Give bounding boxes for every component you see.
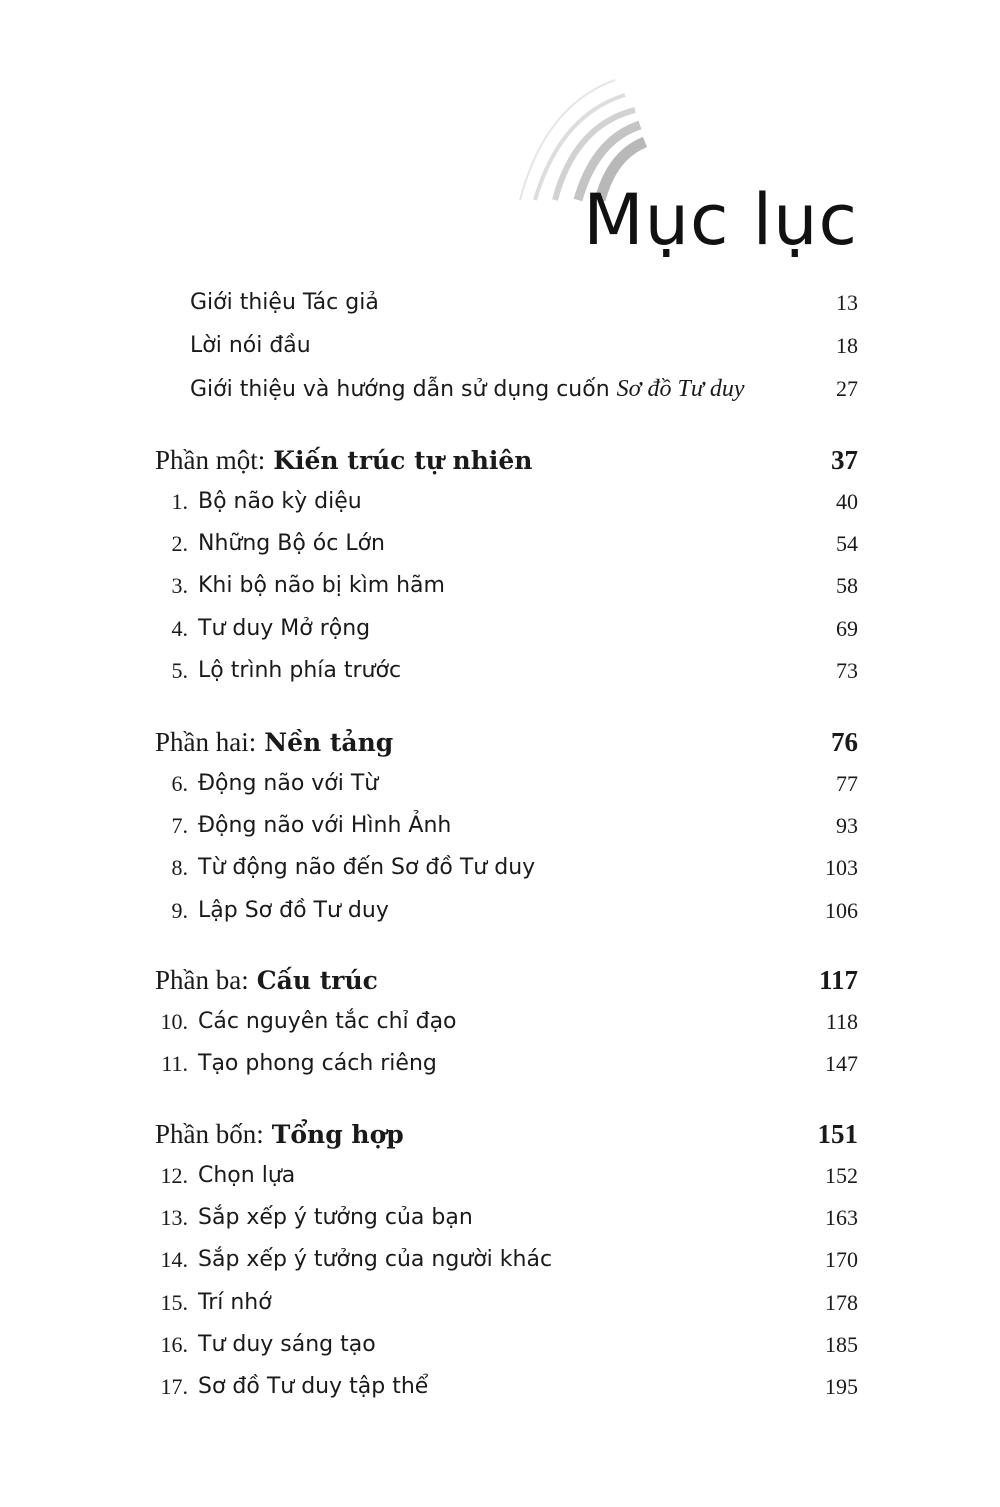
chapter-number: 15. <box>160 1289 188 1315</box>
chapter-title: Khi bộ não bị kìm hãm <box>198 573 445 599</box>
chapter-title: Động não với Hình Ảnh <box>198 813 452 839</box>
chapter-number: 3. <box>171 573 188 599</box>
part-page-number: 37 <box>831 445 858 475</box>
chapter-page-number: 69 <box>836 615 858 641</box>
chapter-title: Bộ não kỳ diệu <box>198 489 362 514</box>
chapter-title: Sắp xếp ý tưởng của bạn <box>198 1205 473 1231</box>
chapter-page-number: 170 <box>825 1247 858 1273</box>
chapter-number: 2. <box>171 531 188 557</box>
chapter-page-number: 103 <box>825 855 858 881</box>
chapter-title: Từ động não đến Sơ đồ Tư duy <box>198 855 536 881</box>
chapter-title: Lộ trình phía trước <box>198 657 402 683</box>
chapter-page-number: 185 <box>825 1331 858 1357</box>
chapter-page-number: 147 <box>825 1051 858 1077</box>
intro-item-book-title: Sơ đồ Tư duy <box>616 376 745 402</box>
chapter-page-number: 93 <box>836 813 858 839</box>
part-prefix-text: Phần một: <box>155 445 266 475</box>
part-title: Kiến trúc tự nhiên <box>273 446 533 475</box>
part-page-number: 151 <box>817 1119 858 1149</box>
chapter-number: 10. <box>160 1009 188 1034</box>
chapter-page-number: 77 <box>836 771 858 796</box>
chapter-number: 9. <box>171 897 188 923</box>
chapter-number: 4. <box>171 615 188 641</box>
intro-item-page: 13 <box>836 290 858 315</box>
part-prefix <box>155 724 393 761</box>
chapter-page-number: 106 <box>825 897 858 923</box>
part-prefix-text: Phần bốn: <box>155 1119 264 1149</box>
chapter-number: 5. <box>171 657 188 683</box>
chapter-number: 7. <box>171 813 188 839</box>
chapter-page-number: 118 <box>825 1009 858 1034</box>
chapter-number: 12. <box>160 1163 188 1188</box>
chapter-title: Sơ đồ Tư duy tập thể <box>198 1374 429 1399</box>
part-prefix <box>155 442 532 479</box>
page-title: Mục lục <box>583 178 858 261</box>
chapter-page-number: 152 <box>825 1163 858 1188</box>
intro-item-label <box>190 374 745 405</box>
chapter-title: Lập Sơ đồ Tư duy <box>198 897 389 923</box>
part-title: Tổng hợp <box>271 1120 404 1149</box>
chapter-title: Sắp xếp ý tưởng của người khác <box>198 1247 553 1273</box>
chapter-number: 14. <box>160 1247 188 1273</box>
intro-item-page: 27 <box>836 376 858 401</box>
chapter-title: Tư duy Mở rộng <box>198 615 371 641</box>
part-title: Cấu trúc <box>256 966 378 995</box>
part-prefix-text: Phần ba: <box>155 965 249 995</box>
chapter-number: 17. <box>160 1374 188 1399</box>
chapter-title: Chọn lựa <box>198 1163 296 1188</box>
chapter-number: 16. <box>160 1331 188 1357</box>
chapter-page-number: 195 <box>825 1374 858 1399</box>
chapter-page-number: 54 <box>836 531 858 557</box>
chapter-number: 6. <box>171 771 188 796</box>
chapter-number: 1. <box>171 489 188 514</box>
chapter-page-number: 178 <box>825 1289 858 1315</box>
chapter-page-number: 40 <box>836 489 858 514</box>
chapter-title: Những Bộ óc Lớn <box>198 531 385 557</box>
chapter-title: Trí nhớ <box>198 1289 272 1315</box>
part-page-number: 117 <box>818 965 858 995</box>
chapter-title: Các nguyên tắc chỉ đạo <box>198 1009 457 1034</box>
chapter-title: Động não với Từ <box>198 771 379 796</box>
part-prefix <box>155 962 378 999</box>
intro-item-page: 18 <box>836 333 858 358</box>
chapter-title: Tư duy sáng tạo <box>198 1331 376 1357</box>
chapter-number: 8. <box>171 855 188 881</box>
intro-item-text: Giới thiệu và hướng dẫn sử dụng cuốn <box>190 377 610 402</box>
chapter-page-number: 58 <box>836 573 858 599</box>
chapter-number: 11. <box>161 1051 188 1077</box>
part-page-number: 76 <box>831 727 858 757</box>
part-title: Nền tảng <box>264 728 394 757</box>
part-prefix <box>155 1116 404 1153</box>
part-prefix-text: Phần hai: <box>155 727 257 757</box>
chapter-page-number: 73 <box>836 657 858 683</box>
chapter-number: 13. <box>160 1205 188 1231</box>
intro-item-label: Lời nói đầu <box>190 333 311 358</box>
intro-item-label: Giới thiệu Tác giả <box>190 290 379 315</box>
chapter-page-number: 163 <box>825 1205 858 1231</box>
chapter-title: Tạo phong cách riêng <box>198 1051 437 1077</box>
